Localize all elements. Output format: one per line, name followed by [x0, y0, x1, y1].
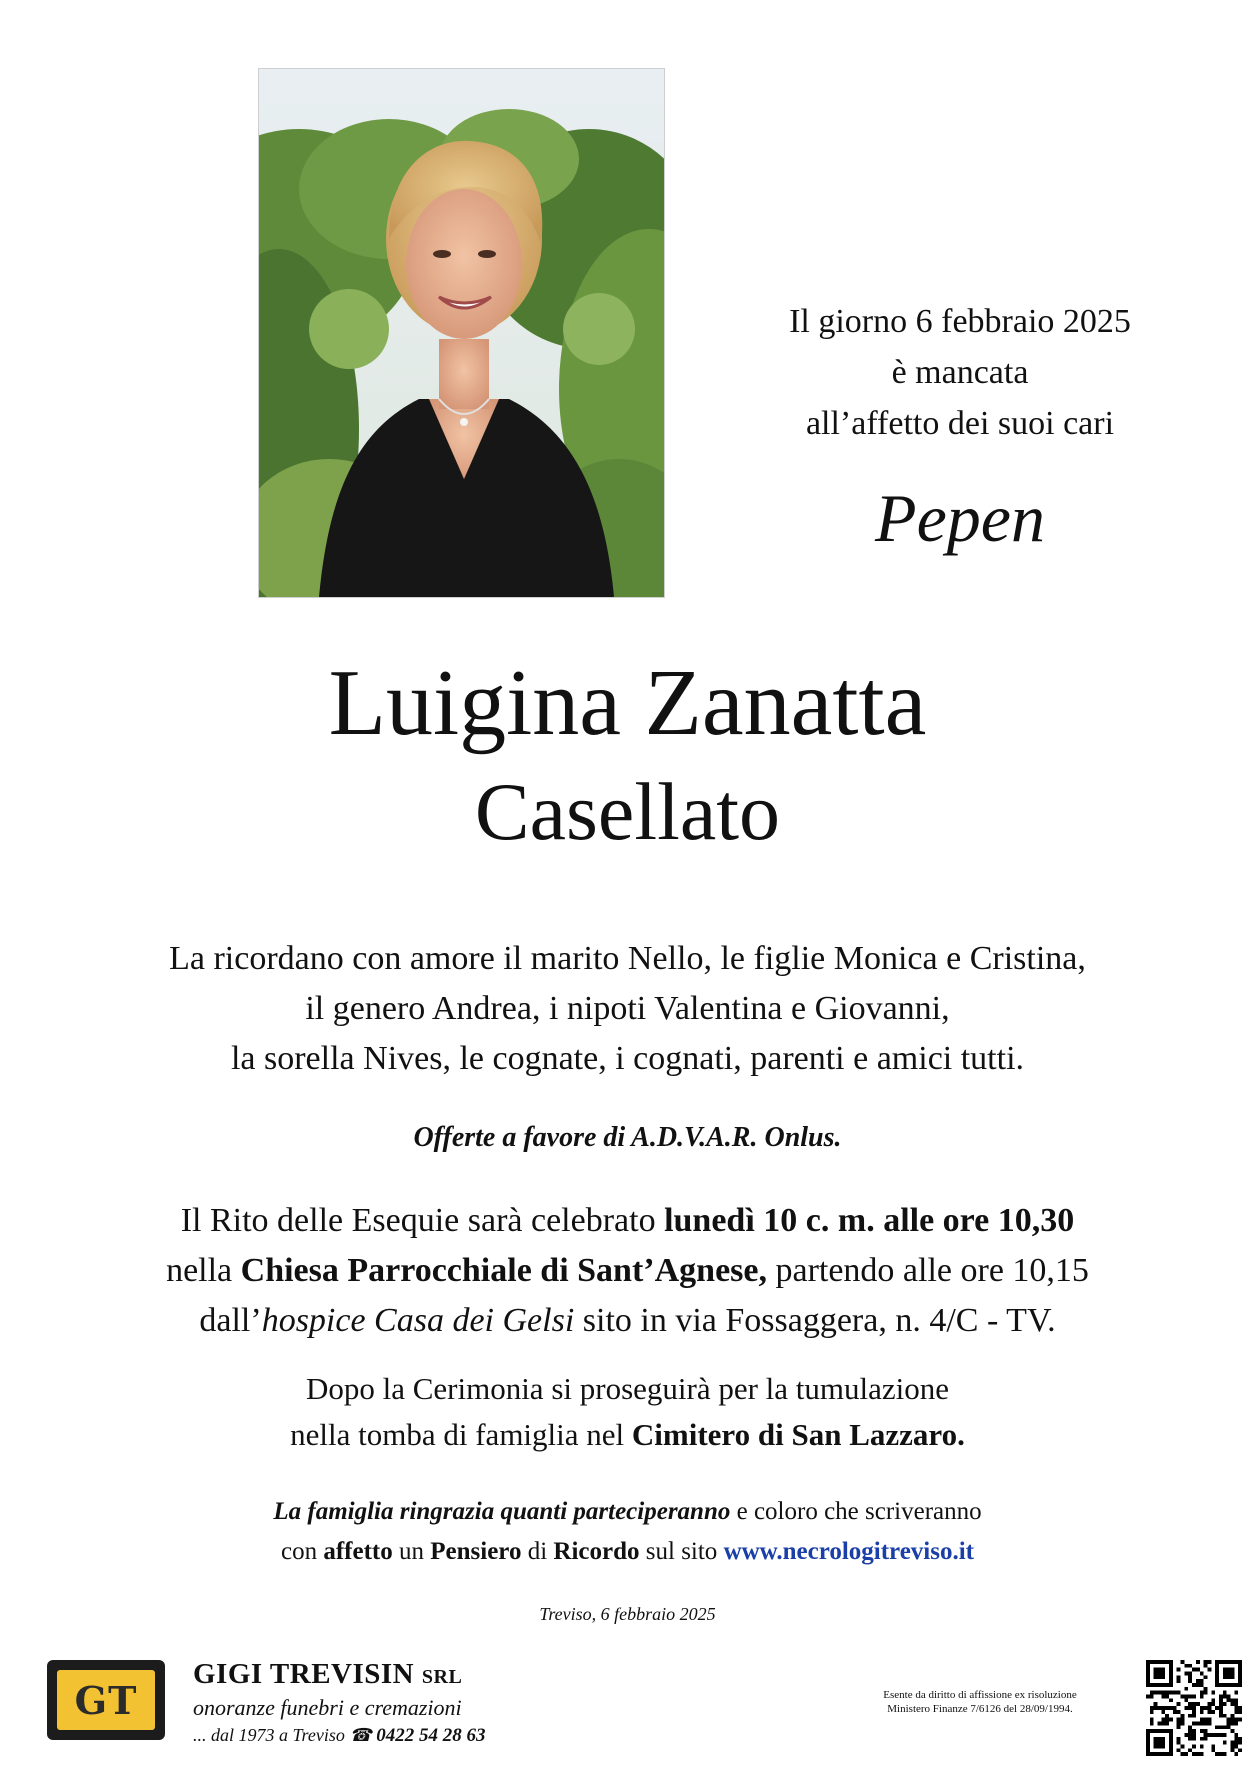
cemetery-name: Cimitero di San Lazzaro. [631, 1417, 965, 1452]
company-logo [47, 1660, 165, 1740]
company-suffix: SRL [421, 1666, 463, 1688]
burial-details [0, 1366, 1255, 1458]
text: sul sito [639, 1538, 724, 1565]
text: di [521, 1538, 554, 1565]
donations-note: Offerte a favore di A.D.V.A.R. Onlus. [413, 1122, 842, 1153]
intro-date-line: Il giorno 6 febbraio 2025 [789, 303, 1131, 340]
funeral-line [0, 1196, 1255, 1246]
text: e coloro che scriveranno [730, 1498, 982, 1525]
intro-text [700, 296, 1220, 449]
thanks-paragraph [0, 1492, 1255, 1572]
intro-line-2: è mancata [891, 354, 1029, 391]
family-line: la sorella Nives, le cognate, i cognati, parenti e amici tutti. [230, 1040, 1025, 1077]
text: un [392, 1538, 431, 1565]
company-tagline: onoranze funebri e cremazioni [193, 1695, 462, 1720]
company-name-text: GIGI TREVISIN [193, 1658, 415, 1690]
exemption-line: Ministero Finanze 7/6126 del 28/09/1994. [887, 1703, 1073, 1715]
nickname: Pepen [875, 480, 1045, 556]
thanks-emphasis: La famiglia ringrazia quanti parteciperanno [273, 1498, 731, 1525]
exemption-note [855, 1688, 1105, 1716]
place-date: Treviso, 6 febbraio 2025 [539, 1604, 716, 1624]
website-link[interactable]: www.necrologitreviso.it [723, 1538, 974, 1565]
text: Pensiero [430, 1538, 522, 1565]
company-info [193, 1656, 613, 1750]
qr-code[interactable] [1146, 1660, 1242, 1756]
text: Ricordo [553, 1538, 640, 1565]
deceased-name: Luigina Zanatta [328, 651, 927, 755]
logo-letters: GT [74, 1678, 138, 1723]
company-name [193, 1656, 613, 1695]
text: nella [166, 1252, 241, 1289]
text: con [281, 1538, 324, 1565]
hospice-name: hospice Casa dei Gelsi [261, 1302, 575, 1339]
funeral-datetime: lunedì 10 c. m. alle ore 10,30 [664, 1202, 1075, 1239]
church-name: Chiesa Parrocchiale di Sant’Agnese, [240, 1252, 767, 1289]
company-phone: 0422 54 28 63 [376, 1725, 486, 1746]
text: partendo alle ore 10,15 [766, 1252, 1089, 1289]
intro-line-3: all’affetto dei suoi cari [805, 405, 1115, 442]
company-since: ... dal 1973 a Treviso [193, 1725, 345, 1745]
thanks-line [0, 1532, 1255, 1572]
funeral-details [0, 1196, 1255, 1346]
family-line: La ricordano con amore il marito Nello, le figlie Monica e Cristina, [169, 940, 1086, 977]
thanks-line [0, 1492, 1255, 1532]
family-paragraph [0, 934, 1255, 1084]
funeral-line [0, 1246, 1255, 1296]
burial-line [0, 1412, 1255, 1458]
burial-line: Dopo la Cerimonia si proseguirà per la tumulazione [305, 1371, 950, 1406]
funeral-line [0, 1296, 1255, 1346]
phone-icon: ☎ [349, 1725, 372, 1745]
family-line: il genero Andrea, i nipoti Valentina e Giovanni, [305, 990, 950, 1027]
portrait-photo [258, 68, 665, 598]
text: affetto [323, 1538, 393, 1565]
text: sito in via Fossaggera, n. 4/C - TV. [574, 1302, 1056, 1339]
text: dall’ [199, 1302, 262, 1339]
text: Il Rito delle Esequie sarà celebrato [180, 1202, 665, 1239]
logo-badge [57, 1670, 155, 1730]
deceased-surname: Casellato [474, 766, 781, 857]
company-since-line [193, 1721, 613, 1750]
exemption-line: Esente da diritto di affissione ex risoluzione [883, 1689, 1077, 1701]
text: nella tomba di famiglia nel [290, 1417, 632, 1452]
